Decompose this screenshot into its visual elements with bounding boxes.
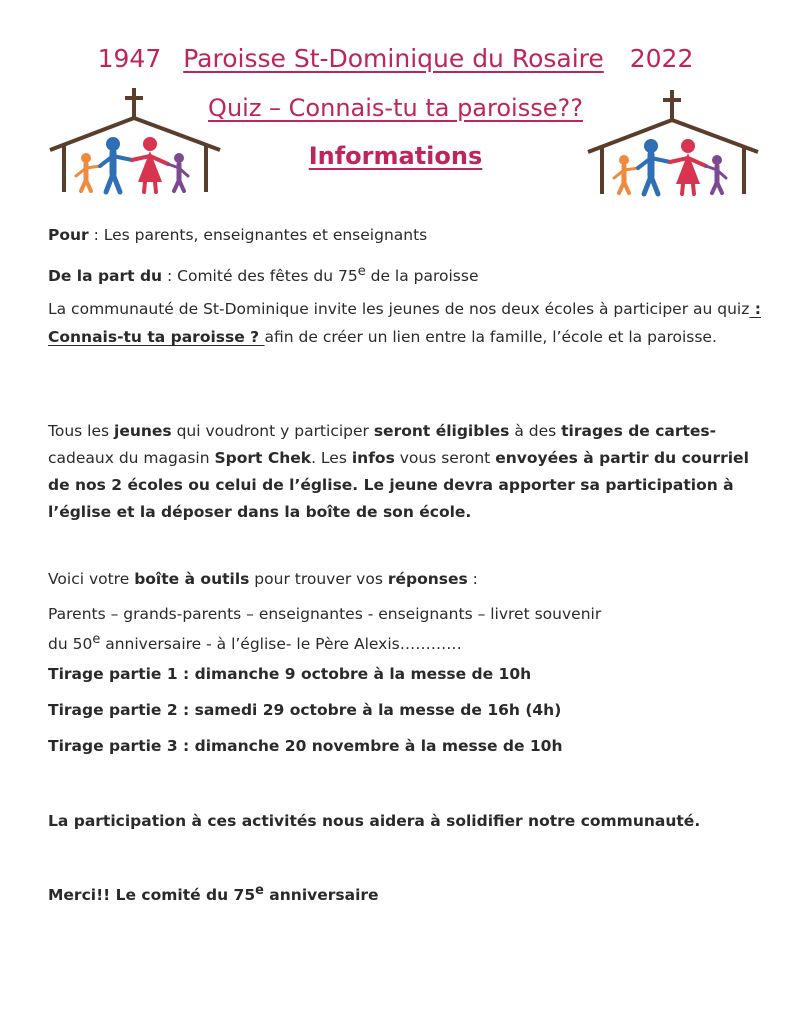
invite-paragraph — [48, 295, 763, 351]
year-start: 1947 — [97, 44, 162, 73]
church-family-icon — [588, 90, 758, 194]
sender-value-after: de la paroisse — [365, 267, 479, 286]
eligibility-text-3: à des — [509, 422, 562, 440]
resources-paragraph — [48, 602, 763, 657]
recipients-label: Pour — [48, 226, 89, 244]
eligibility-bold-3: tirages de cartes- — [561, 422, 717, 440]
toolbox-text-1: Voici votre — [48, 570, 135, 588]
resources-line-1: Parents – grands-parents – enseignantes - enseignants – livret souvenir — [48, 605, 602, 623]
eligibility-text-1: Tous les — [48, 422, 114, 440]
eligibility-bold-2: seront éligibles — [373, 422, 510, 440]
invite-before: La communauté de St-Dominique invite les jeunes de nos deux écoles à participer au quiz — [48, 300, 750, 318]
signature-line — [48, 877, 763, 909]
resources-sup: e — [92, 632, 101, 647]
eligibility-bold-4: Sport Chek — [214, 449, 312, 467]
invite-quiz-name: : Connais-tu ta paroisse ? — [48, 300, 761, 346]
recipients-line: Pour : Les parents, enseignantes et enseignants — [48, 226, 428, 244]
toolbox-line — [48, 566, 763, 593]
eligibility-paragraph — [48, 418, 763, 526]
sender-value-before: Comité des fêtes du 75 — [177, 267, 358, 286]
sender-line: De la part du : Comité des fêtes du 75e de la paroisse — [48, 264, 479, 286]
toolbox-bold-1: boîte à outils — [134, 570, 250, 588]
draw-2: Tirage partie 2 : samedi 29 octobre à la messe de 16h (4h) — [48, 701, 562, 719]
eligibility-text-4: cadeaux du magasin — [48, 449, 215, 467]
eligibility-text-5: . Les — [311, 449, 352, 467]
toolbox-text-2: pour trouver vos — [249, 570, 388, 588]
year-end: 2022 — [629, 44, 694, 73]
church-family-icon — [50, 88, 220, 192]
signature-sup: e — [255, 883, 264, 898]
eligibility-bold-5: infos — [351, 449, 395, 467]
quiz-title: Quiz – Connais-tu ta paroisse?? — [208, 94, 583, 122]
toolbox-bold-2: réponses — [387, 570, 468, 588]
draw-3: Tirage partie 3 : dimanche 20 novembre à la messe de 10h — [48, 737, 563, 755]
church-family-logo-left — [46, 88, 226, 198]
eligibility-text-6: vous seront — [394, 449, 496, 467]
resources-line-2 — [48, 627, 763, 657]
signature-before: Merci!! Le comité du 75 — [48, 886, 256, 905]
church-family-logo-right — [584, 90, 764, 200]
toolbox-text-3: : — [467, 570, 478, 588]
resources-line-2-after: anniversaire - à l’église- le Père Alexis………… — [100, 635, 462, 654]
resources-line-2-before: du 50 — [48, 635, 93, 654]
sender-sup: e — [357, 264, 366, 279]
header-years-line — [0, 44, 791, 73]
draw-1: Tirage partie 1 : dimanche 9 octobre à la messe de 10h — [48, 665, 532, 683]
section-title: Informations — [308, 142, 483, 170]
recipients-value: Les parents, enseignantes et enseignants — [103, 226, 428, 244]
sender-label: De la part du — [48, 267, 163, 286]
eligibility-bold-6: envoyées à partir du courriel de nos 2 écoles ou celui de l’église. Le jeune devra apporter sa participation à l’église et la déposer dans la boîte de son école. — [48, 449, 749, 521]
signature-after: anniversaire — [263, 886, 379, 905]
closing-line: La participation à ces activités nous aidera à solidifier notre communauté. — [48, 812, 701, 830]
invite-after: afin de créer un lien entre la famille, l’école et la paroisse. — [264, 328, 717, 346]
eligibility-text-2: qui voudront y participer — [171, 422, 374, 440]
eligibility-bold-1: jeunes — [114, 422, 172, 440]
parish-name: Paroisse St-Dominique du Rosaire — [183, 44, 604, 73]
